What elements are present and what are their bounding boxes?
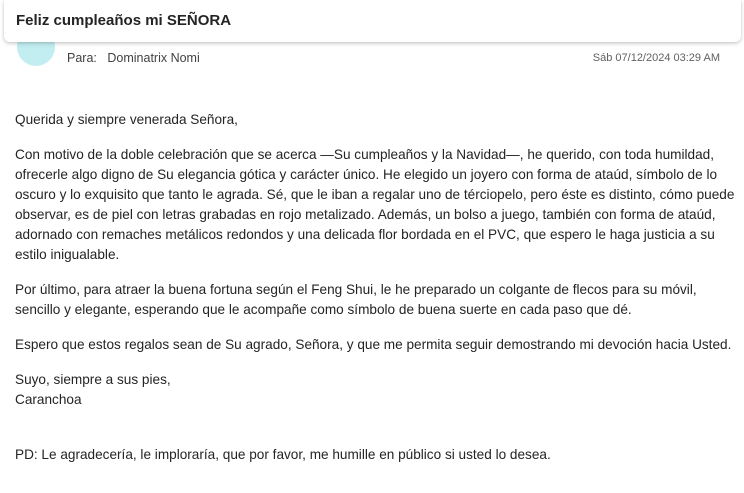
body-paragraph-2: Por último, para atraer la buena fortuna según el Feng Shui, le he preparado un colgante de flecos para su móvil, sencillo y elegante, esperando que le acompañe como símbolo de buena suerte en cada paso que dé. [15,282,697,317]
body-paragraph-3: Espero que estos regalos sean de Su agrado, Señora, y que me permita seguir demostrando mi devoción hacia Usted. [15,337,732,352]
sent-date: Sáb 07/12/2024 03:29 AM [592,52,720,64]
recipient-line [67,51,200,65]
email-subject: Feliz cumpleaños mi SEÑORA [16,12,232,29]
greeting: Querida y siempre venerada Señora, [15,112,238,127]
postscript: PD: Le agradecería, le imploraría, que por favor, me humille en público si usted lo desea. [15,447,551,462]
signature: Caranchoa [15,392,82,407]
recipient-name[interactable]: Dominatrix Nomi [107,51,200,65]
closing-line: Suyo, siempre a sus pies, [15,372,171,387]
to-label: Para: [67,51,97,65]
body-paragraph-1: Con motivo de la doble celebración que se acerca —Su cumpleaños y la Navidad—, he querido, con toda humildad, ofrecerle algo digno de Su elegancia gótica y carácter único. He elegido un joyero con forma de ataúd, símbolo de lo oscuro y lo exquisito que tanto le agrada. Sé, que le iban a regalar uno de térciopelo, pero éste es distinto, cómo puede observar, es de piel con letras grabadas en rojo metalizado. Además, un bolso a juego, también con forma de ataúd, adornado con remaches metálicos redondos y una delicada flor bordada en el PVC, que espero le haga justicia a su estilo inigualable. [15,147,735,262]
subject-header [4,0,741,42]
email-body [15,110,737,480]
